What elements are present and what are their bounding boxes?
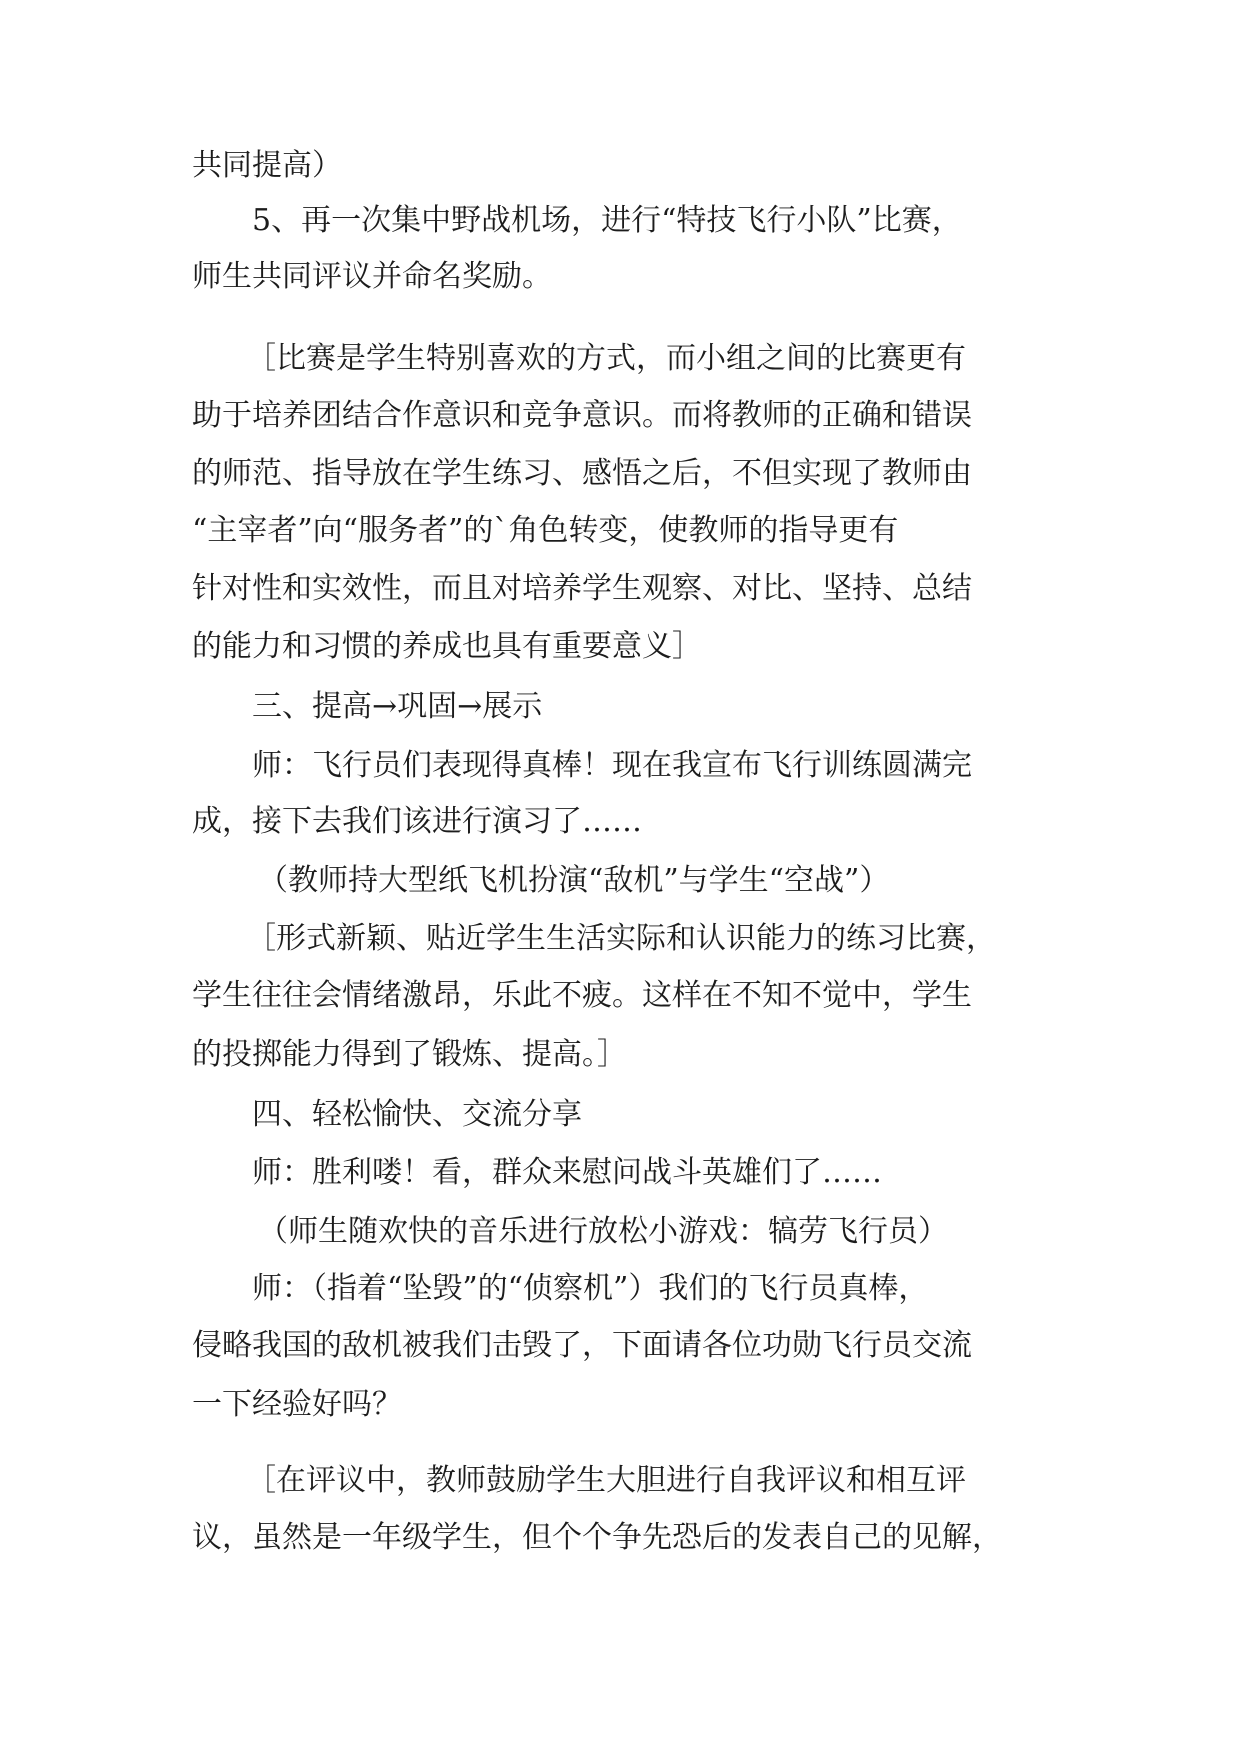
text-line-14: ［形式新颖、贴近学生生活实际和认识能力的练习比赛， (246, 921, 996, 956)
text-line-4: ［比赛是学生特别喜欢的方式，而小组之间的比赛更有 (246, 341, 966, 376)
text-line-24: 议，虽然是一年级学生，但个个争先恐后的发表自己的见解， (192, 1520, 1002, 1555)
text-line-10: 三、提高→巩固→展示 (252, 689, 543, 724)
text-line-7: “主宰者”向“服务者”的`角色转变，使教师的指导更有 (192, 513, 899, 548)
text-line-6: 的师范、指导放在学生练习、感悟之后，不但实现了教师由 (192, 456, 972, 491)
text-line-16: 的投掷能力得到了锻炼、提高。］ (192, 1037, 627, 1072)
text-line-13: （教师持大型纸飞机扮演“敌机”与学生“空战”） (258, 863, 890, 898)
text-line-9: 的能力和习惯的养成也具有重要意义］ (192, 629, 702, 664)
text-line-1: 共同提高） (192, 148, 342, 183)
text-line-19: （师生随欢快的音乐进行放松小游戏：犒劳飞行员） (258, 1214, 948, 1249)
text-line-20: 师：（指着“坠毁”的“侦察机”）我们的飞行员真棒， (252, 1271, 929, 1306)
text-line-12: 成，接下去我们该进行演习了…… (192, 804, 642, 839)
text-line-5: 助于培养团结合作意识和竞争意识。而将教师的正确和错误 (192, 398, 972, 433)
text-line-2: 5、再一次集中野战机场，进行“特技飞行小队”比赛， (252, 203, 962, 238)
text-line-21: 侵略我国的敌机被我们击毁了，下面请各位功勋飞行员交流 (192, 1328, 972, 1363)
text-line-22: 一下经验好吗？ (192, 1387, 402, 1422)
text-line-11: 师：飞行员们表现得真棒！现在我宣布飞行训练圆满完 (252, 748, 972, 783)
text-line-18: 师：胜利喽！看，群众来慰问战斗英雄们了…… (252, 1155, 882, 1190)
text-line-17: 四、轻松愉快、交流分享 (252, 1097, 582, 1132)
text-line-15: 学生往往会情绪激昂，乐此不疲。这样在不知不觉中，学生 (192, 978, 972, 1013)
text-line-3: 师生共同评议并命名奖励。 (192, 259, 552, 294)
text-line-8: 针对性和实效性，而且对培养学生观察、对比、坚持、总结 (192, 571, 972, 606)
text-line-23: ［在评议中，教师鼓励学生大胆进行自我评议和相互评 (246, 1463, 966, 1498)
